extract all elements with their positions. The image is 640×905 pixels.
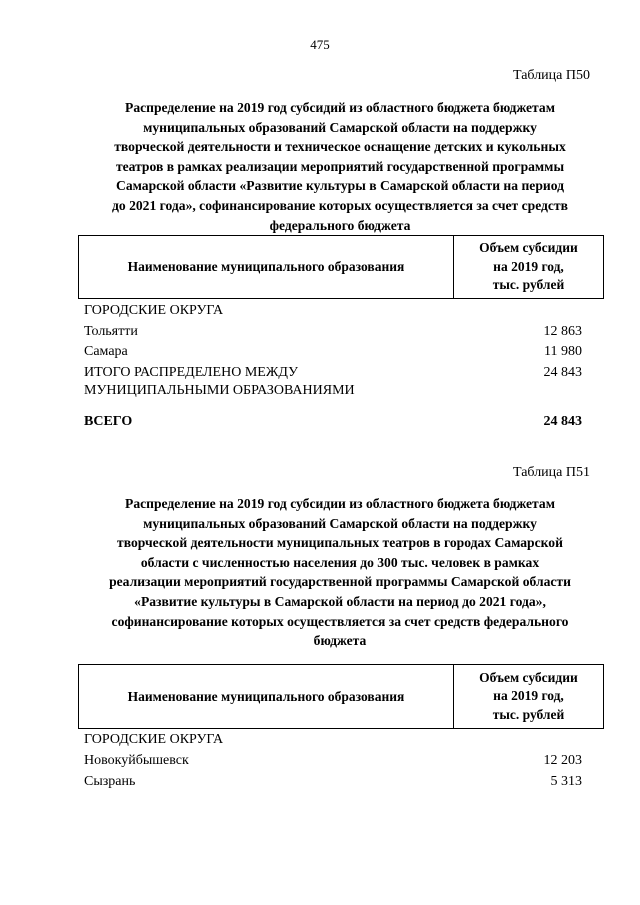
header-name: Наименование муниципального образования [127, 688, 405, 704]
header-amount-line: тыс. рублей [492, 706, 565, 722]
header-amount [453, 665, 603, 728]
title-line: творческой деятельности и техническое оснащение детских и кукольных [114, 139, 566, 155]
row-name: Самара [84, 344, 128, 359]
row-name: Тольятти [84, 324, 138, 339]
subtotal-value: 24 843 [543, 365, 582, 380]
header-amount-line: на 2019 год, [493, 258, 564, 274]
subtotal-label: ИТОГО РАСПРЕДЕЛЕНО МЕЖДУ МУНИЦИПАЛЬНЫМИ ОБРАЗОВАНИЯМИ [84, 365, 355, 398]
page-number: 475 [310, 37, 330, 52]
header-name: Наименование муниципального образования [127, 259, 405, 274]
total-label: ВСЕГО [84, 414, 133, 429]
title-line: до 2021 года», софинансирование которых осуществляется за счет средств [112, 197, 568, 213]
header-amount-line: на 2019 год, [493, 688, 564, 704]
title-line: «Развитие культуры в Самарской области на период до 2021 года», [134, 593, 546, 609]
title-line: муниципальных образований Самарской области на поддержку [143, 119, 537, 135]
row-name: Сызрань [84, 774, 136, 789]
header-amount-line: тыс. рублей [492, 277, 565, 293]
table-header-p50 [78, 235, 604, 299]
header-amount-line: Объем субсидии [479, 669, 578, 685]
title-line: софинансирование которых осуществляется за счет средств федерального [111, 613, 569, 629]
title-line: театров в рамках реализации мероприятий государственной программы [115, 158, 565, 174]
total-value: 24 843 [543, 414, 582, 429]
title-line: муниципальных образований Самарской области на поддержку [143, 515, 537, 531]
title-line: реализации мероприятий государственной программы Самарской области [109, 574, 571, 590]
row-value: 12 863 [543, 324, 582, 339]
row-value: 11 980 [544, 344, 582, 359]
table-label-p51: Таблица П51 [513, 465, 590, 480]
title-line: бюджета [313, 633, 367, 649]
title-line: Распределение на 2019 год субсидии из областного бюджета бюджетам [125, 496, 555, 511]
title-line: Распределение на 2019 год субсидий из областного бюджета бюджетам [125, 100, 555, 115]
title-line: Самарской области «Развитие культуры в Самарской области на период [116, 178, 564, 194]
row-value: 5 313 [550, 774, 582, 789]
title-line: творческой деятельности муниципальных театров в городах Самарской [117, 535, 563, 551]
table-label-p50: Таблица П50 [513, 68, 590, 83]
header-amount-line: Объем субсидии [479, 240, 578, 256]
title-line: федерального бюджета [269, 217, 411, 233]
row-value: 12 203 [543, 753, 582, 768]
table-title-p50 [78, 98, 602, 235]
table-title-p51 [78, 494, 602, 651]
row-name: Новокуйбышевск [84, 753, 189, 768]
table-header-p51 [78, 664, 604, 729]
header-amount [453, 236, 603, 298]
title-line: области с численностью населения до 300 тыс. человек в рамках [140, 554, 540, 570]
